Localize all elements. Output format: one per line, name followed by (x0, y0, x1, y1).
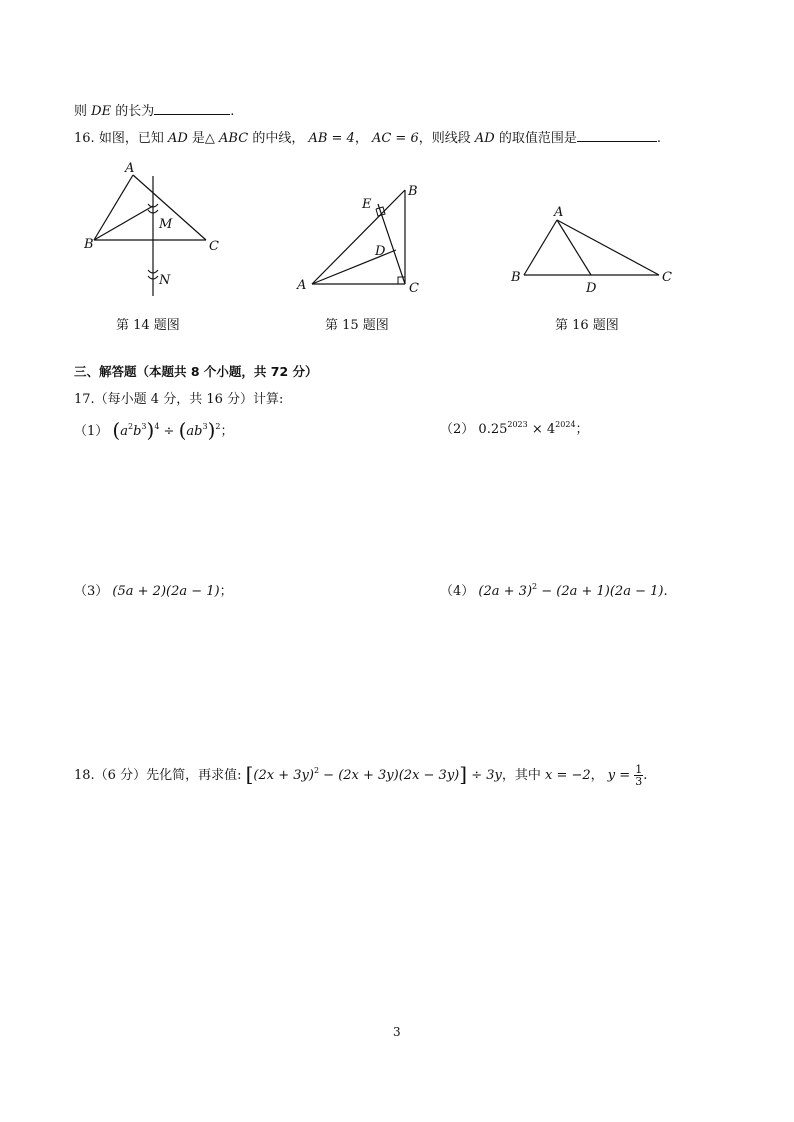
fig14-label-c: C (209, 239, 219, 254)
fig15-caption: 第 15 题图 (325, 318, 389, 333)
q18-close-bracket: ] (459, 762, 468, 786)
q17-p4-end: . (663, 584, 668, 599)
q18-x-value: x = −2 (544, 768, 591, 783)
q17-p1-label: （1） (74, 424, 109, 439)
fig15-label-a: A (297, 278, 307, 293)
q17-p1-expression: $(a^2b^3)^4 \div (ab^3)^2$ (112, 418, 221, 442)
section-3-title: 三、解答题（本题共 8 个小题，共 72 分） (74, 364, 318, 379)
q16-ac-eq: AC = 6 (371, 131, 419, 146)
q17-p2-label: （2） (440, 422, 475, 437)
q18-line (74, 762, 647, 787)
q16-ad: AD (167, 131, 188, 146)
q18-y-fraction (634, 764, 643, 787)
fig14-label-m: M (159, 217, 173, 232)
q17-p2-end: ； (575, 422, 589, 437)
fig14-side-ab (94, 175, 133, 240)
fig15-label-d: D (375, 244, 386, 259)
q18-header: 18.（6 分）先化简，再求值: (74, 768, 242, 783)
fig16-label-d: D (586, 281, 597, 296)
fig14-label-a: A (125, 161, 135, 176)
q17-header: 17.（每小题 4 分，共 16 分）计算: (74, 392, 284, 407)
fig16-label-a: A (554, 205, 564, 220)
q16-text-c: 的中线， (248, 131, 309, 146)
q17-p4-expr-b: − (2a + 1)(2a − 1) (537, 584, 664, 599)
q17-p3-label: （3） (74, 584, 109, 599)
q17-p4-expr-a: (2a + 3) (478, 584, 533, 599)
q16-line (74, 127, 661, 146)
q17-p2-times: × 4 (527, 422, 556, 437)
q15-prefix: 则 (74, 104, 92, 119)
fig16-label-c: C (662, 270, 672, 285)
q16-answer-blank[interactable] (577, 129, 657, 142)
q18-sep: ， (590, 768, 608, 783)
q16-text-d: ，则线段 (418, 131, 475, 146)
q16-end: . (656, 131, 661, 146)
q18-y-denominator: 3 (635, 775, 643, 788)
q15-end: . (230, 104, 235, 119)
q18-expr-b: − (2x + 3y)(2x − 3y) (319, 768, 460, 783)
q16-sep1: ， (354, 131, 372, 146)
q15-suffix: 的长为 (111, 104, 155, 119)
fig16-caption: 第 16 题图 (555, 318, 619, 333)
q17-p3-expression: (5a + 2)(2a − 1) (112, 584, 220, 599)
q17-p2-exp2: 2024 (555, 420, 576, 429)
q18-y-label: y = (607, 768, 635, 783)
fig16-median-ad (557, 220, 591, 275)
q17-p4-label: （4） (440, 584, 475, 599)
fig14-caption: 第 14 题图 (116, 318, 180, 333)
fig15-label-e: E (362, 197, 372, 212)
q16-text-e: 的取值范围是 (494, 131, 577, 146)
fig16-label-b: B (511, 270, 521, 285)
q17-p4-exp: 2 (532, 582, 538, 591)
q17-p2-exp1: 2023 (507, 420, 528, 429)
q18-open-bracket: [ (245, 762, 254, 786)
figure-16 (505, 202, 685, 298)
q17-part3 (74, 580, 233, 599)
q16-ab-eq: AB = 4 (308, 131, 355, 146)
figure-15 (292, 178, 432, 303)
q16-text-a: 如图，已知 (98, 131, 168, 146)
q18-expr-a: (2x + 3y) (253, 768, 314, 783)
q17-p3-end: ； (219, 584, 233, 599)
fig14-segment-bm (94, 206, 153, 240)
q17-part2 (440, 418, 589, 437)
q18-end: . (643, 768, 648, 783)
figure-14 (80, 158, 230, 303)
q18-exp: 2 (313, 766, 320, 775)
fig16-side-ab (524, 220, 557, 275)
q16-ad2: AD (474, 131, 495, 146)
q18-y-numerator: 1 (635, 763, 643, 776)
fig14-label-b: B (84, 237, 94, 252)
fig15-label-c: C (409, 281, 419, 296)
q15-answer-blank[interactable] (154, 102, 230, 115)
q17-part4 (440, 580, 668, 599)
q15-var: DE (91, 104, 112, 119)
q17-p2-base1: 0.25 (478, 422, 508, 437)
q15-tail-line (74, 100, 234, 119)
fig15-label-b: B (408, 184, 418, 199)
fig15-side-ab (312, 190, 405, 284)
q17-part1 (74, 418, 234, 442)
q18-div: ÷ 3y (467, 768, 502, 783)
q16-number: 16. (74, 131, 95, 146)
fig16-side-ac (557, 220, 659, 275)
q16-text-b: 是△ (187, 131, 220, 146)
q17-p1-end: ； (220, 424, 234, 439)
q18-where: ，其中 (501, 768, 545, 783)
q16-abc: ABC (219, 131, 249, 146)
page-number: 3 (393, 1025, 401, 1039)
fig14-label-n: N (159, 273, 171, 288)
